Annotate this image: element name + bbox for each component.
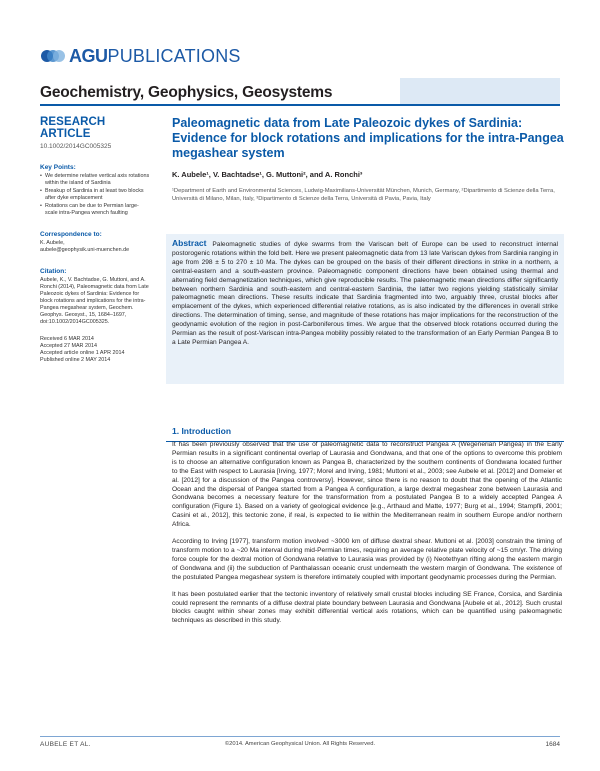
footer-authors: AUBELE ET AL.: [40, 741, 91, 748]
key-points-list: [40, 173, 150, 217]
key-point-item: • Rotations can be due to Permian large-scale intra-Pangea wrench faulting: [40, 203, 150, 217]
introduction-heading-bar: [166, 421, 564, 442]
article-type: RESEARCH ARTICLE: [40, 116, 106, 140]
key-point-item: • We determine relative vertical axis rotations within the island of Sardinia: [40, 173, 150, 187]
date-received: Received 6 MAR 2014: [40, 336, 94, 342]
citation-heading: Citation:: [40, 268, 67, 275]
journal-title: Geochemistry, Geophysics, Geosystems: [40, 84, 333, 101]
body-paragraph: It has been previously observed that the use of paleomagnetic data to reconstruct Pangea A (Wegenerian Pangea) in the Early Permian results in a significant continental overlap of Laurasia and Gondwana, and that one of the options to overcome this problem is to choose an alternative configuration known as Pangea B, characterized by the southern continents of Gondwana located further to the East with respect to Laurasia [Irving, 1977; Morel and Irving, 1981; Muttoni et al., 2003; see Aubele et al. [2012] and Domeier et al. [2012] for a discussion of the Pangea controversy]. However, since there is no reason to doubt that the opening of the Atlantic Ocean and the dispersal of Pangea started from a Pangea A configuration, a large dextral megashear zone between Laurasia and Gondwana becomes a necessary feature for the transformation from a postulated Pangea B to a widely accepted Pangea A configuration (Figure 1). Based on a variety of geological evidence [e.g., Arthaud and Matte, 1977; Burg et al., 1994; Stampfli, 2001; Casini et al., 2012], this tectonic zone, if real, is expected to lie within the Mediterranean realm in southern Europe and/or northern Africa.: [172, 441, 562, 529]
key-point-item: • Breakup of Sardinia in at least two blocks after dyke emplacement: [40, 188, 150, 202]
logo-bold-text: AGU: [69, 45, 108, 66]
page-number: 1684: [545, 741, 560, 748]
body-paragraph: According to Irving [1977], transform motion involved ~3000 km of diffuse dextral shear. Muttoni et al. [2003] constrain the timing of transform motion to a ~20 Ma interval during mid-Permian times, requiring an average relative plate velocity of ~15 cm/yr. The driving force couple for the dextral motion of Gondwana relative to Laurasia was provided by (i) Neotethyan rifting along the eastern margin of Gondwana and (ii) the subduction of Panthalassan oceanic crust underneath the western margin of Gondwana. The existence of the postulated Pangea megashear system is therefore intimately coupled with important geodynamic processes during the Permian.: [172, 538, 562, 581]
correspondence-heading: Correspondence to:: [40, 231, 102, 238]
date-online: Accepted article online 1 APR 2014: [40, 350, 125, 356]
introduction-body: [172, 441, 562, 634]
article-doi[interactable]: 10.1002/2014GC005325: [40, 143, 112, 150]
body-paragraph: It has been postulated earlier that the tectonic inventory of relatively small crustal blocks including SE France, Corsica, and Sardinia could represent the remnants of a diffuse dextral plate boundary between Laurasia and Gondwana [Aubele et al., 2012]. Such crustal blocks caught within shear zones may exhibit differential vertical axis rotations, which can be quantified using paleomagnetic techniques as described in this study.: [172, 590, 562, 625]
abstract-label: Abstract: [172, 238, 207, 248]
journal-accent-panel: [400, 78, 560, 104]
affiliations: ¹Department of Earth and Environmental Sciences, Ludwig-Maximilians-Universität München, Munich, Germany, ²Dipartimento di Scienze della Terra, Università di Milano, Milan, Italy, ³Dipartimento di Scienze della Terra, Università di Pavia, Pavia, Italy: [172, 188, 555, 202]
agu-globe-icon: [40, 46, 66, 66]
key-points-heading: Key Points:: [40, 164, 76, 171]
publication-dates: [40, 336, 150, 364]
page-footer: [40, 736, 560, 750]
masthead: [40, 44, 560, 68]
author-list: K. Aubele¹, V. Bachtadse¹, G. Muttoni², and A. Ronchi³: [172, 170, 363, 179]
article-sidebar: [40, 116, 150, 364]
date-published: Published online 2 MAY 2014: [40, 357, 111, 363]
citation-text: Aubele, K., V. Bachtadse, G. Muttoni, and A. Ronchi (2014), Paleomagnetic data from Late Paleozoic dykes of Sardinia: Evidence for block rotations and implications for the intra-Pangea megashear system, Geochem. Geophys. Geosyst., 15, 1684–1697, doi:10.1002/2014GC005325.: [40, 277, 149, 325]
paper-title: Paleomagnetic data from Late Paleozoic dykes of Sardinia: Evidence for block rotations and implications for the intra-Pangea megashear system: [172, 116, 564, 160]
date-accepted: Accepted 27 MAR 2014: [40, 343, 97, 349]
correspondence-name: K. Aubele,: [40, 240, 65, 246]
correspondence-email[interactable]: aubele@geophysik.uni-muenchen.de: [40, 247, 130, 253]
logo-rest-text: PUBLICATIONS: [107, 45, 241, 66]
abstract-text: Paleomagnetic studies of dyke swarms from the Variscan belt of Europe can be used to reconstruct internal postorogenic rotations within the fold belt. Here we present paleomagnetic data from 13 late Variscan dykes from Sardinia ranging in age from 298 ± 5 to 270 ± 10 Ma. The dykes can be grouped on the basis of their different directions in strike in a northern, a central-eastern and a south-eastern province. Paleomagnetic component directions have been obtained using thermal and alternating field demagnetization techniques, which give reproducible results. The paleomagnetic mean directions differ significantly between northern Sardinia and south-eastern and central-eastern Sardinia, the latter two regions yielding statistically similar paleomagnetic mean directions. These results indicate that Sardinia fragmented into two, arguably three, crustal blocks after emplacement of the dykes, which experienced differential relative rotations, as is also indicated by the differences in overall strike directions. The determination of timing, sense, and magnitude of these rotations has major implications for the reconstruction of the geodynamic evolution of the region in post-Carboniferous times. We argue that the observed block rotations occurred during the Permian as the result of post-Variscan intra-Pangea mobility possibly related to the transformation of an Early Permian Pangea B to a Late Permian Pangea A.: [172, 241, 558, 346]
journal-band: [40, 78, 560, 106]
abstract-paragraph: [172, 239, 558, 348]
publisher-logo[interactable]: [40, 44, 560, 68]
introduction-heading: 1. Introduction: [172, 426, 232, 436]
article-header: [172, 116, 564, 203]
abstract-section: [166, 234, 564, 384]
footer-copyright: ©2014. American Geophysical Union. All Rights Reserved.: [224, 741, 376, 747]
